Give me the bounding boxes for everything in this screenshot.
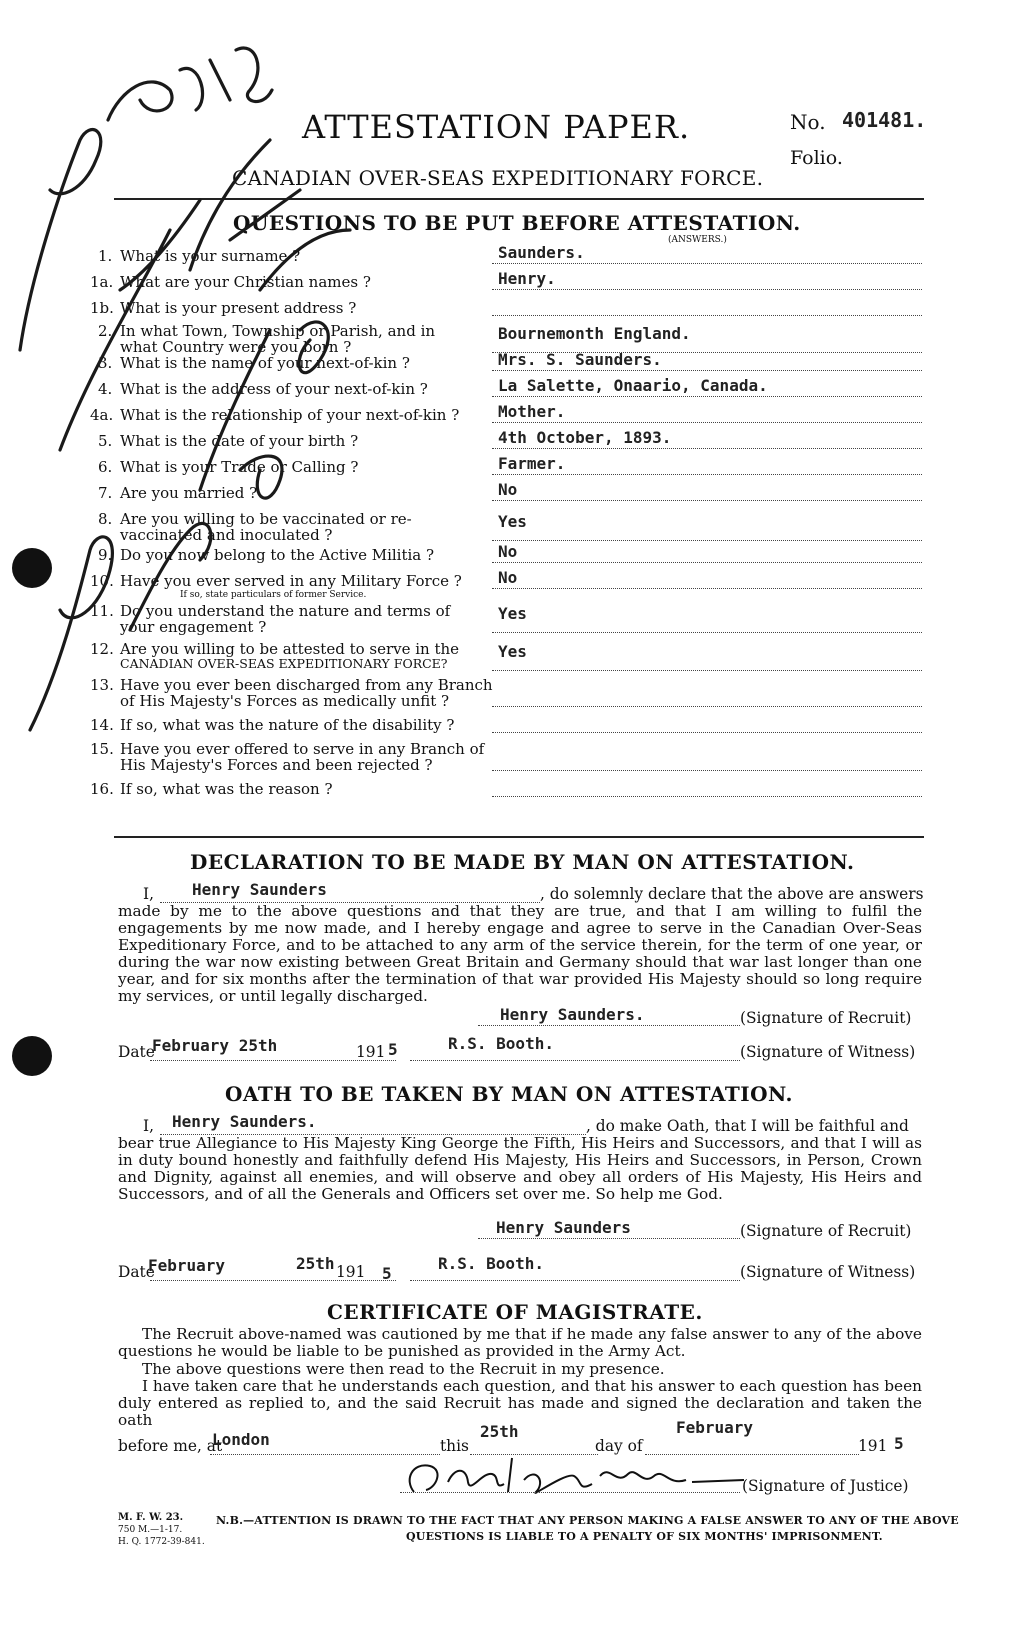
question-number: 5. bbox=[98, 432, 113, 450]
oath-date-month: February bbox=[148, 1256, 226, 1275]
oath-witness-signature: R.S. Booth. bbox=[438, 1254, 544, 1273]
question-number: 8. bbox=[98, 510, 113, 528]
question-number: 1. bbox=[98, 247, 113, 265]
magistrate-day-of-label: day of bbox=[595, 1437, 643, 1455]
folio-label: Folio. bbox=[790, 147, 843, 169]
answer-value: Farmer. bbox=[498, 454, 566, 473]
question-number: 6. bbox=[98, 458, 113, 476]
question-number: 1a. bbox=[90, 273, 114, 291]
oath-date-label: Date bbox=[118, 1263, 155, 1281]
oath-recruit-signature: Henry Saunders bbox=[496, 1218, 631, 1237]
question-text: What is your present address ? bbox=[120, 299, 357, 317]
declaration-body: made by me to the above questions and that they are true, and that I am willing to fulfil the engagements by me now made, and I hereby engage and agree to serve in the Canadian Over-Seas Expeditionary Force, and to be attached to any arm of the service therein, for the term of one year, or during the war now existing between Great Britain and Germany should that war last longer than one year, and for six months after the termination of that war provided His Majesty should so long require my services, or until legally discharged. bbox=[118, 902, 922, 1005]
question-number: 10. bbox=[90, 572, 114, 590]
question-number: 14. bbox=[90, 716, 114, 734]
question-text: What is the address of your next-of-kin ? bbox=[120, 380, 428, 398]
document-title: ATTESTATION PAPER. bbox=[302, 108, 691, 146]
question-text: Are you married ? bbox=[120, 484, 258, 502]
answer-value: Yes bbox=[498, 604, 527, 623]
oath-title: OATH TO BE TAKEN BY MAN ON ATTESTATION. bbox=[225, 1082, 794, 1106]
question-text: Have you ever offered to serve in any Branch of bbox=[120, 740, 485, 758]
magistrate-year-digit: 5 bbox=[894, 1434, 904, 1453]
answer-value: Mrs. S. Saunders. bbox=[498, 350, 662, 369]
declaration-name: Henry Saunders bbox=[192, 880, 327, 899]
footer-nb2: QUESTIONS IS LIABLE TO A PENALTY OF SIX MONTHS' IMPRISONMENT. bbox=[406, 1530, 883, 1543]
document-number: 401481. bbox=[842, 108, 927, 132]
question-number: 4a. bbox=[90, 406, 114, 424]
oath-year-digit: 5 bbox=[382, 1264, 392, 1283]
magistrate-month: February bbox=[676, 1418, 754, 1437]
question-text: Do you now belong to the Active Militia ? bbox=[120, 546, 435, 564]
form-line3: H. Q. 1772-39-841. bbox=[118, 1537, 205, 1547]
questions-title: QUESTIONS TO BE PUT BEFORE ATTESTATION. bbox=[233, 211, 801, 235]
footer-nb: N.B.—ATTENTION IS DRAWN TO THE FACT THAT ANY PERSON MAKING A FALSE ANSWER TO ANY OF THE ABOVE bbox=[216, 1514, 959, 1527]
question-text-cont: of His Majesty's Forces as medically unfit ? bbox=[120, 692, 450, 710]
question-note: If so, state particulars of former Service. bbox=[180, 590, 367, 600]
number-label: No. bbox=[790, 110, 826, 134]
question-text: If so, what was the nature of the disability ? bbox=[120, 716, 455, 734]
declaration-title: DECLARATION TO BE MADE BY MAN ON ATTESTATION. bbox=[190, 850, 855, 874]
questions-rule bbox=[114, 836, 924, 838]
question-text: What is your Trade or Calling ? bbox=[120, 458, 359, 476]
document-subtitle: CANADIAN OVER-SEAS EXPEDITIONARY FORCE. bbox=[232, 166, 764, 190]
declaration-date-label: Date bbox=[118, 1043, 155, 1061]
magistrate-p1: The Recruit above-named was cautioned by me that if he made any false answer to any of the above questions he would be liable to be punished as provided in the Army Act. bbox=[118, 1325, 922, 1360]
question-text: If so, what was the reason ? bbox=[120, 780, 333, 798]
question-text: What is the date of your birth ? bbox=[120, 432, 359, 450]
magistrate-place: London bbox=[212, 1430, 270, 1449]
question-number: 4. bbox=[98, 380, 113, 398]
handwritten-annotation bbox=[0, 30, 400, 760]
question-number: 13. bbox=[90, 676, 114, 694]
answers-label: (ANSWERS.) bbox=[668, 235, 727, 245]
question-text: Have you ever been discharged from any Branch bbox=[120, 676, 493, 694]
magistrate-day: 25th bbox=[480, 1422, 519, 1441]
answer-value: No bbox=[498, 480, 518, 499]
magistrate-before-label: before me, at bbox=[118, 1437, 223, 1455]
form-line2: 750 M.—1-17. bbox=[118, 1525, 183, 1535]
question-text: What are your Christian names ? bbox=[120, 273, 371, 291]
declaration-year-digit: 5 bbox=[388, 1040, 398, 1059]
question-number: 12. bbox=[90, 640, 114, 658]
declaration-i: I, bbox=[143, 885, 154, 903]
declaration-line1: , do solemnly declare that the above are answers bbox=[540, 885, 924, 903]
answer-value: Bournemonth England. bbox=[498, 324, 691, 343]
question-text-cont: vaccinated and inoculated ? bbox=[120, 526, 333, 544]
magistrate-title: CERTIFICATE OF MAGISTRATE. bbox=[327, 1300, 703, 1324]
answer-value: Mother. bbox=[498, 402, 566, 421]
question-number: 1b. bbox=[90, 299, 114, 317]
declaration-recruit-label: (Signature of Recruit) bbox=[740, 1009, 912, 1027]
question-text: What is your surname ? bbox=[120, 247, 301, 265]
oath-date-day: 25th bbox=[296, 1254, 335, 1273]
question-text: Are you willing to be attested to serve in the bbox=[120, 640, 460, 658]
declaration-recruit-signature: Henry Saunders. bbox=[500, 1005, 645, 1024]
magistrate-year-prefix: 191 bbox=[858, 1437, 888, 1455]
question-number: 7. bbox=[98, 484, 113, 502]
oath-witness-label: (Signature of Witness) bbox=[740, 1263, 916, 1281]
question-number: 15. bbox=[90, 740, 114, 758]
question-number: 3. bbox=[98, 354, 113, 372]
answer-value: Yes bbox=[498, 512, 527, 531]
oath-recruit-label: (Signature of Recruit) bbox=[740, 1222, 912, 1240]
question-text: Do you understand the nature and terms of bbox=[120, 602, 451, 620]
declaration-witness-label: (Signature of Witness) bbox=[740, 1043, 916, 1061]
question-text: Have you ever served in any Military Force ? bbox=[120, 572, 462, 590]
question-text-cont: CANADIAN OVER-SEAS EXPEDITIONARY FORCE? bbox=[120, 656, 448, 671]
question-text: Are you willing to be vaccinated or re- bbox=[120, 510, 412, 528]
question-text: What is the name of your next-of-kin ? bbox=[120, 354, 410, 372]
oath-i: I, bbox=[143, 1117, 154, 1135]
answer-value: La Salette, Onaario, Canada. bbox=[498, 376, 768, 395]
answer-value: 4th October, 1893. bbox=[498, 428, 672, 447]
question-text-cont: your engagement ? bbox=[120, 618, 267, 636]
form-code: M. F. W. 23. bbox=[118, 1512, 184, 1523]
magistrate-justice-label: (Signature of Justice) bbox=[742, 1477, 909, 1495]
magistrate-p2: The above questions were then read to the Recruit in my presence. bbox=[142, 1360, 665, 1378]
answer-value: Saunders. bbox=[498, 243, 585, 262]
question-number: 16. bbox=[90, 780, 114, 798]
oath-line1: , do make Oath, that I will be faithful and bbox=[586, 1117, 909, 1135]
justice-signature bbox=[396, 1452, 746, 1502]
oath-year-prefix: 191 bbox=[336, 1263, 366, 1281]
question-number: 9. bbox=[98, 546, 113, 564]
magistrate-p3: I have taken care that he understands each question, and that his answer to each question has been duly entered as replied to, and the said Recruit has made and signed the declaration and taken the oath bbox=[118, 1377, 922, 1429]
oath-body: bear true Allegiance to His Majesty King George the Fifth, His Heirs and Successors, and that I will as in duty bound honestly and faithfully defend His Majesty, His Heirs and Successors, in Person, Crown and Dignity, against all enemies, and will observe and obey all orders of His Majesty, His Heirs and Successors, and of all the Generals and Officers set over me. So help me God. bbox=[118, 1134, 922, 1203]
answer-value: Henry. bbox=[498, 269, 556, 288]
declaration-witness-signature: R.S. Booth. bbox=[448, 1034, 554, 1053]
question-text: What is the relationship of your next-of-kin ? bbox=[120, 406, 460, 424]
question-number: 11. bbox=[90, 602, 114, 620]
question-text: In what Town, Township or Parish, and in bbox=[120, 322, 436, 340]
answer-value: Yes bbox=[498, 642, 527, 661]
answer-value: No bbox=[498, 542, 518, 561]
question-number: 2. bbox=[98, 322, 113, 340]
answer-value: No bbox=[498, 568, 518, 587]
punch-hole-bottom bbox=[12, 1036, 52, 1076]
question-text-cont: what Country were you born ? bbox=[120, 338, 352, 356]
declaration-date: February 25th bbox=[152, 1036, 278, 1055]
magistrate-this-label: this bbox=[440, 1437, 469, 1455]
oath-name: Henry Saunders. bbox=[172, 1112, 317, 1131]
declaration-year-prefix: 191 bbox=[356, 1043, 386, 1061]
question-text-cont: His Majesty's Forces and been rejected ? bbox=[120, 756, 433, 774]
